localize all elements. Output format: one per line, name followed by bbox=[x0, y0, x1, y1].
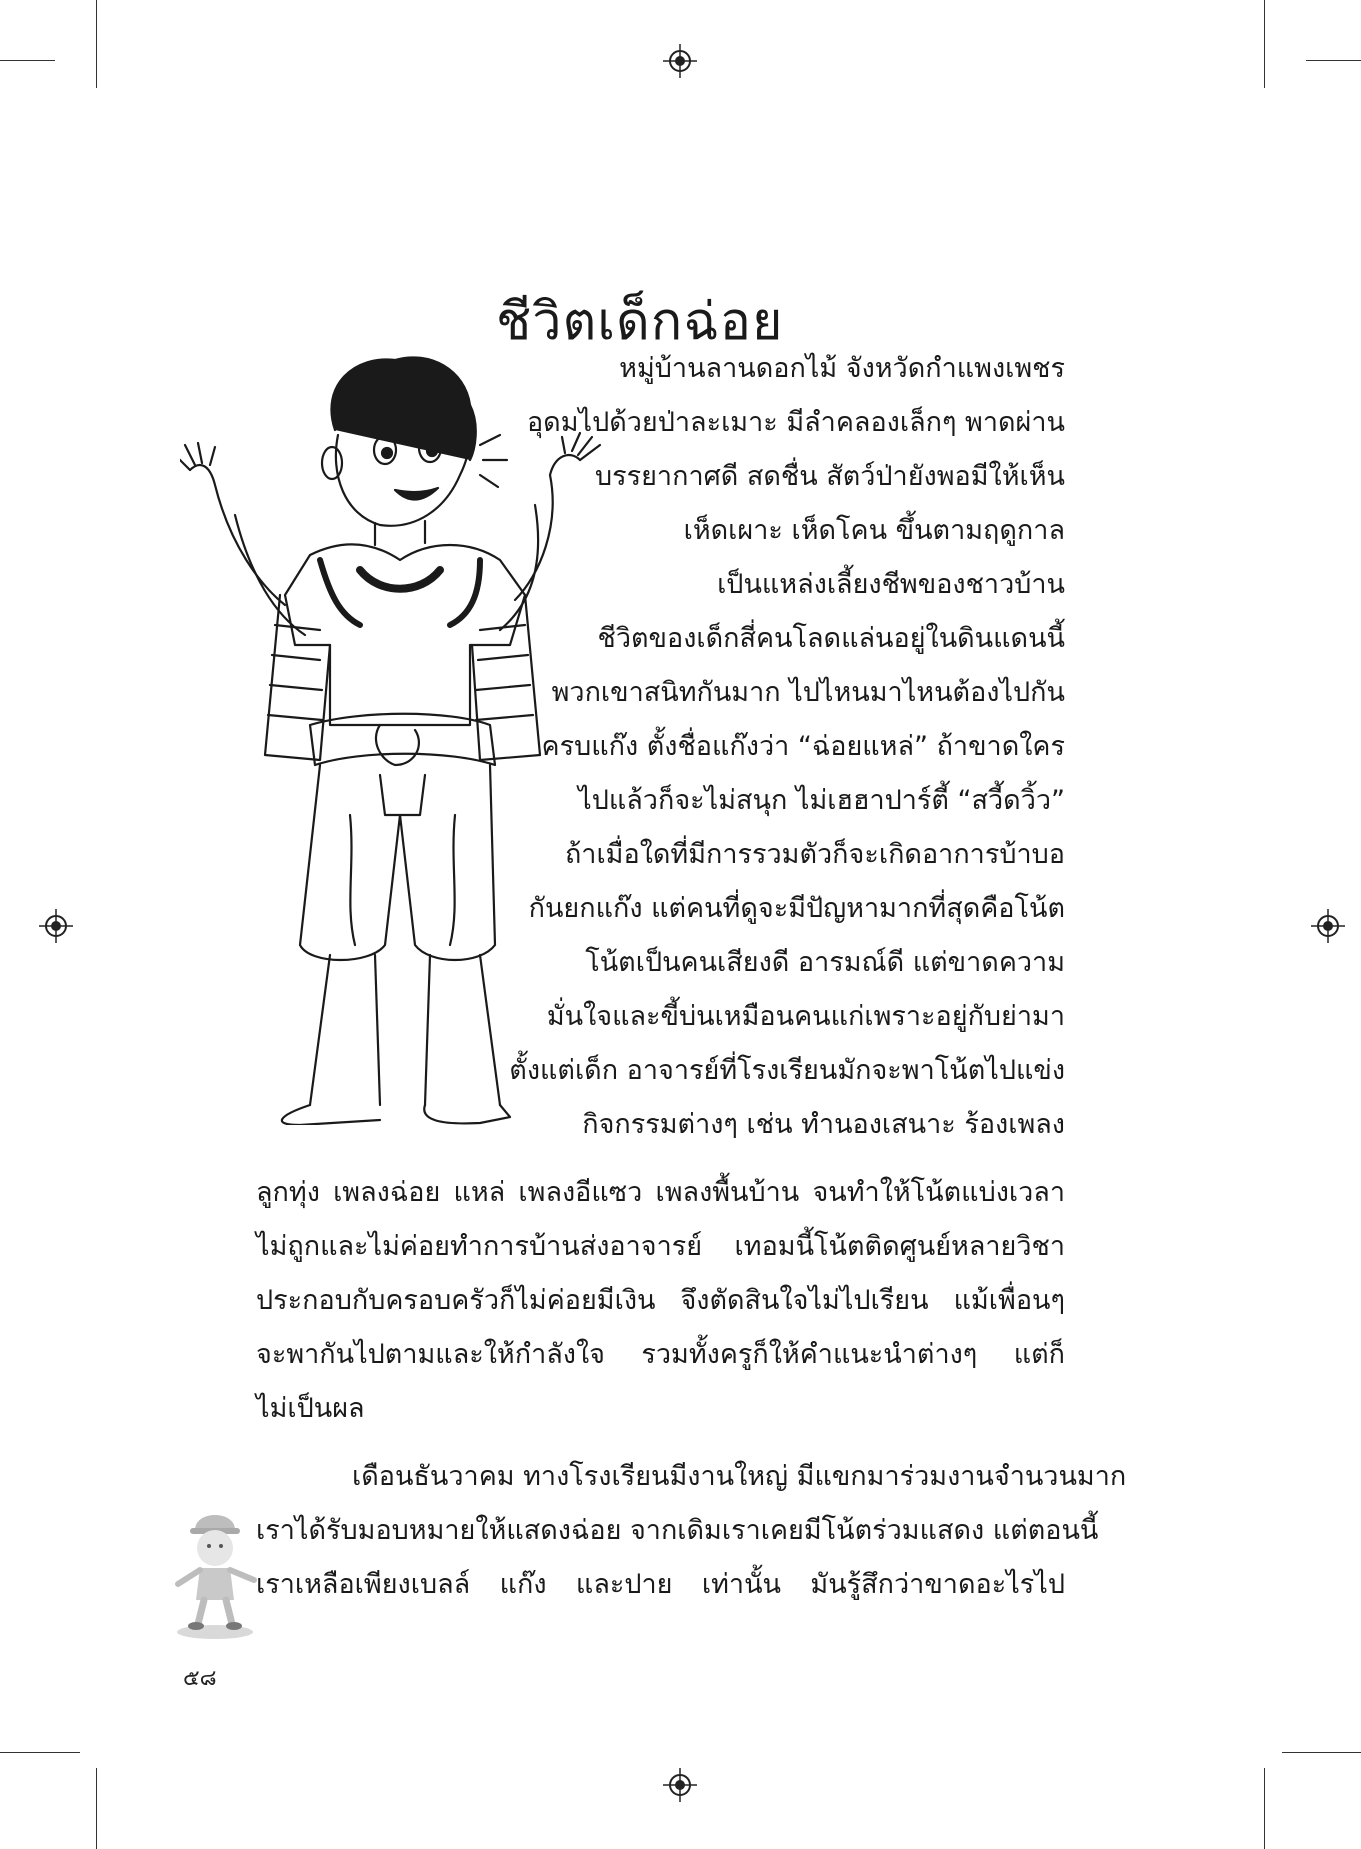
registration-mark-icon bbox=[663, 1768, 697, 1802]
wrapped-paragraph bbox=[305, 342, 1065, 1152]
text-line: หมู่บ้านลานดอกไม้ จังหวัดกำแพงเพชร bbox=[619, 353, 1065, 384]
text-line: ลูกทุ่ง เพลงฉ่อย แหล่ เพลงอีแซว เพลงพื้นบ้าน จนทำให้โน้ตแบ่งเวลา bbox=[256, 1177, 1065, 1208]
text-line: โน้ตเป็นคนเสียงดี อารมณ์ดี แต่ขาดความ bbox=[585, 947, 1065, 978]
crop-mark bbox=[0, 60, 55, 61]
text-line: จะพากันไปตามและให้กำลังใจ รวมทั้งครูก็ให้คำแนะนำต่างๆ แต่ก็ bbox=[256, 1339, 1065, 1370]
crop-mark bbox=[1264, 0, 1265, 88]
text-line: กิจกรรมต่างๆ เช่น ทำนองเสนาะ ร้องเพลง bbox=[582, 1109, 1065, 1140]
text-line: ถ้าเมื่อใดที่มีการรวมตัวก็จะเกิดอาการบ้าบอ bbox=[564, 839, 1065, 870]
text-line: อุดมไปด้วยป่าละเมาะ มีลำคลองเล็กๆ พาดผ่าน bbox=[526, 407, 1065, 438]
text-line: ประกอบกับครอบครัวก็ไม่ค่อยมีเงิน จึงตัดสินใจไม่ไปเรียน แม้เพื่อนๆ bbox=[256, 1285, 1065, 1316]
crop-mark bbox=[0, 1752, 80, 1753]
text-line: กันยกแก๊ง แต่คนที่ดูจะมีปัญหามากที่สุดคือโน้ต bbox=[528, 893, 1065, 924]
text-line: ไปแล้วก็จะไม่สนุก ไม่เฮฮาปาร์ตี้ “สวี้ดวิ้ว” bbox=[578, 785, 1065, 816]
crop-mark bbox=[96, 1768, 97, 1849]
text-line: บรรยากาศดี สดชื่น สัตว์ป่ายังพอมีให้เห็น bbox=[594, 461, 1065, 492]
kid-mascot-icon bbox=[170, 1500, 260, 1640]
full-width-paragraphs bbox=[256, 1166, 1127, 1612]
text-line: พวกเขาสนิทกันมาก ไปไหนมาไหนต้องไปกัน bbox=[551, 677, 1065, 708]
text-line: เราเหลือเพียงเบลล์ แก๊ง และปาย เท่านั้น มันรู้สึกว่าขาดอะไรไป bbox=[256, 1569, 1065, 1600]
text-line: ชีวิตของเด็กสี่คนโลดแล่นอยู่ในดินแดนนี้ bbox=[597, 623, 1065, 654]
page-number: ๕๘ bbox=[183, 1666, 217, 1691]
crop-mark bbox=[1282, 1752, 1361, 1753]
registration-mark-icon bbox=[1311, 909, 1345, 943]
registration-mark-icon bbox=[663, 44, 697, 78]
text-line: เป็นแหล่งเลี้ยงชีพของชาวบ้าน bbox=[717, 569, 1065, 600]
text-line: ไม่เป็นผล bbox=[256, 1393, 365, 1424]
text-line: เราได้รับมอบหมายให้แสดงฉ่อย จากเดิมเราเคยมีโน้ตร่วมแสดง แต่ตอนนี้ bbox=[256, 1515, 1099, 1546]
registration-mark-icon bbox=[39, 909, 73, 943]
crop-mark bbox=[1264, 1768, 1265, 1849]
text-line: ไม่ถูกและไม่ค่อยทำการบ้านส่งอาจารย์ เทอมนี้โน้ตติดศูนย์หลายวิชา bbox=[256, 1231, 1065, 1262]
text-line: ตั้งแต่เด็ก อาจารย์ที่โรงเรียนมักจะพาโน้ตไปแข่ง bbox=[509, 1055, 1065, 1086]
chapter-title: ชีวิตเด็กฉ่อย bbox=[496, 291, 784, 352]
text-line: เห็ดเผาะ เห็ดโคน ขึ้นตามฤดูกาล bbox=[683, 515, 1065, 546]
crop-mark bbox=[1306, 60, 1361, 61]
text-line: เดือนธันวาคม ทางโรงเรียนมีงานใหญ่ มีแขกมาร่วมงานจำนวนมาก bbox=[352, 1461, 1127, 1492]
text-line: ครบแก๊ง ตั้งชื่อแก๊งว่า “ฉ่อยแหล่” ถ้าขาดใคร bbox=[541, 731, 1065, 762]
text-line: มั่นใจและขี้บ่นเหมือนคนแก่เพราะอยู่กับย่ามา bbox=[546, 1001, 1065, 1032]
crop-mark bbox=[96, 0, 97, 88]
